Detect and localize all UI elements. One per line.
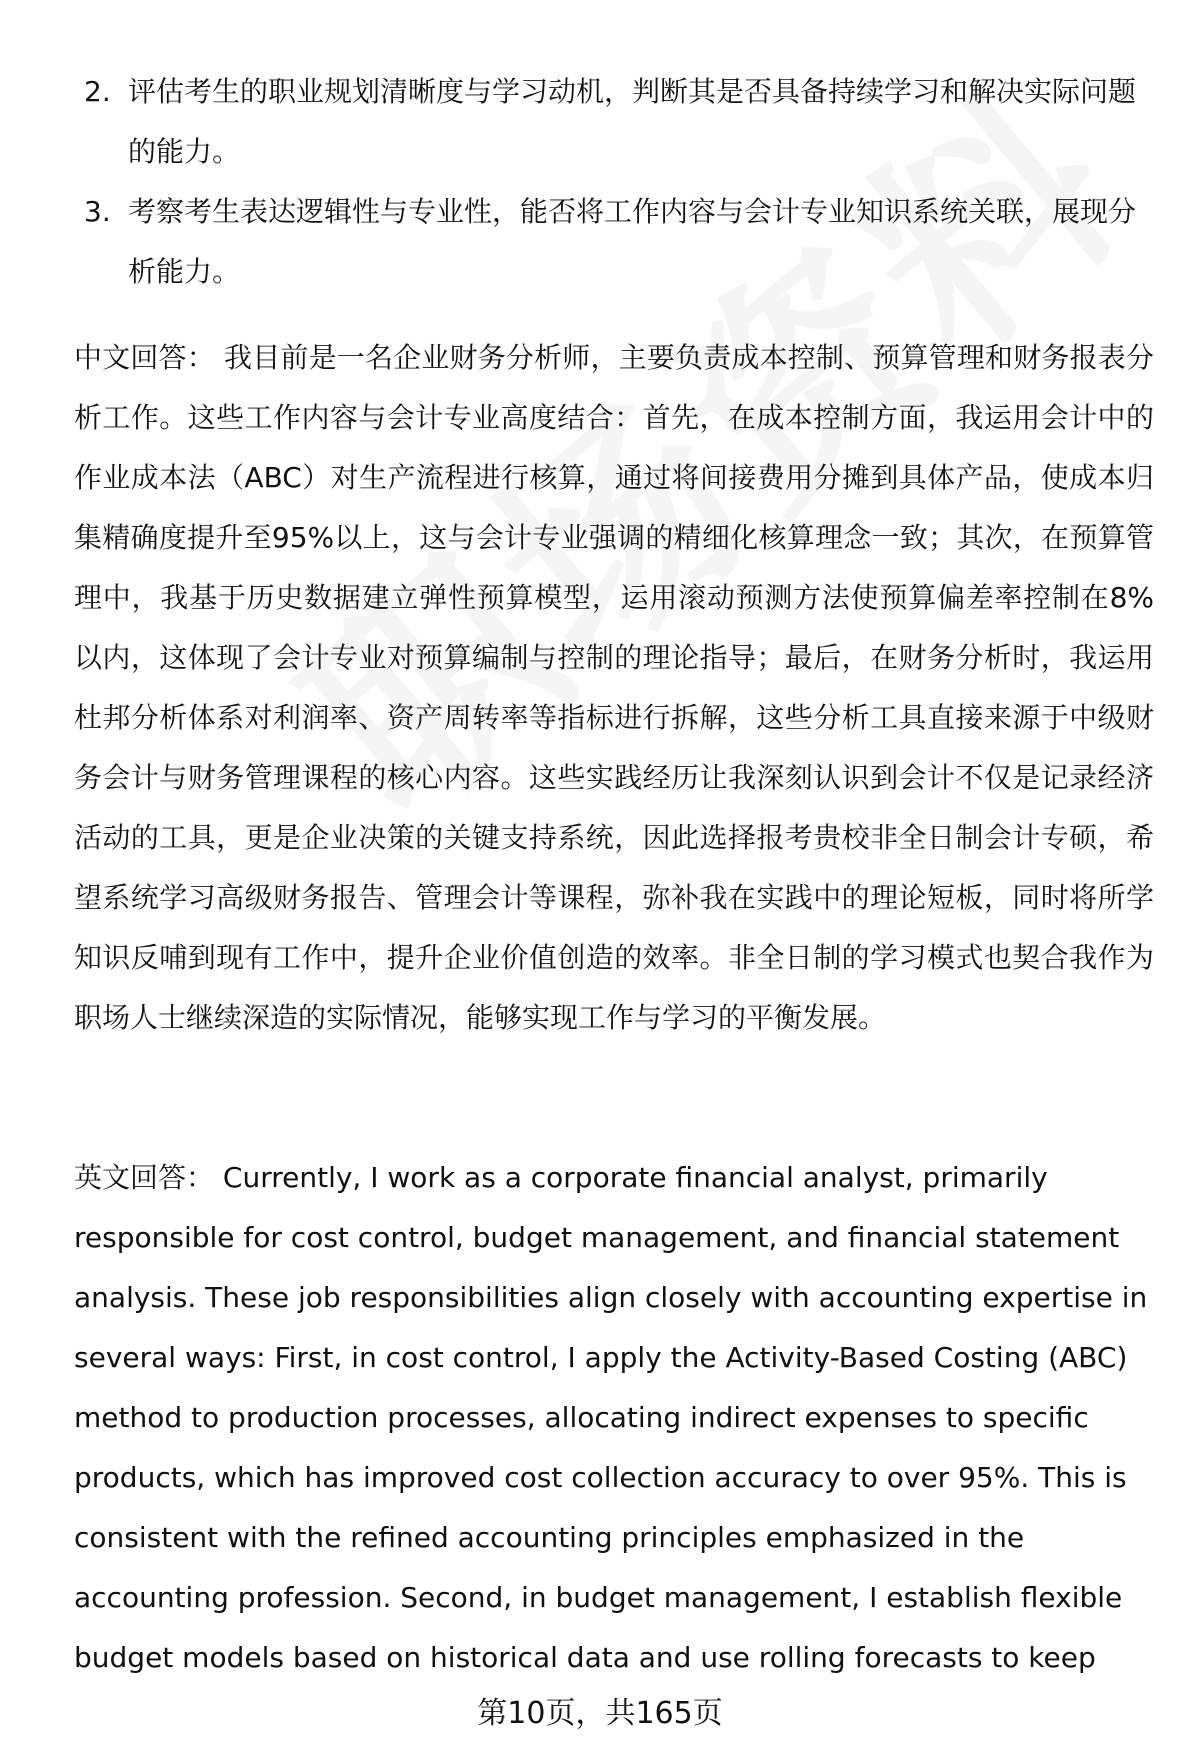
english-answer-text: Currently, I work as a corporate financial analyst, primarily responsible for cost control, budget management, and financial statement analysis. These job responsibilities align closely with accounting expertise in several ways: First, in cost control, I apply the Activity-Based Costing (ABC) method to production processes, allocating indirect expenses to specific products, which has improved cost collection accuracy to over 95%. This is consistent with the refined accounting principles emphasized in the accounting profession. Second, in budget management, I establish flexible budget models based on historical data and use rolling forecasts to keep [74,1161,1148,1674]
list-item-text: 考察考生表达逻辑性与专业性，能否将工作内容与会计专业知识系统关联，展现分析能力。 [128,195,1137,288]
list-item [0,62,1146,182]
page-number-footer: 第10页，共165页 [477,1696,723,1731]
list-item [0,182,1146,302]
english-answer-paragraph [74,1148,1154,1688]
chinese-answer-label: 中文回答： [74,341,215,374]
list-item-text: 评估考生的职业规划清晰度与学习动机，判断其是否具备持续学习和解决实际问题的能力。 [128,75,1137,168]
list-item-number: 2. [84,75,111,108]
chinese-answer-text: 我目前是一名企业财务分析师，主要负责成本控制、预算管理和财务报表分析工作。这些工作内容与会计专业高度结合：首先，在成本控制方面，我运用会计中的作业成本法（ABC）对生产流程进行核算，通过将间接费用分摊到具体产品，使成本归集精确度提升至95%以上，这与会计专业强调的精细化核算理念一致；其次，在预算管理中，我基于历史数据建立弹性预算模型，运用滚动预测方法使预算偏差率控制在8%以内，这体现了会计专业对预算编制与控制的理论指导；最后，在财务分析时，我运用杜邦分析体系对利润率、资产周转率等指标进行拆解，这些分析工具直接来源于中级财务会计与财务管理课程的核心内容。这些实践经历让我深刻认识到会计不仅是记录经济活动的工具，更是企业决策的关键支持系统，因此选择报考贵校非全日制会计专硕，希望系统学习高级财务报告、管理会计等课程，弥补我在实践中的理论短板，同时将所学知识反哺到现有工作中，提升企业价值创造的效率。非全日制的学习模式也契合我作为职场人士继续深造的实际情况，能够实现工作与学习的平衡发展。 [74,341,1154,1034]
chinese-answer-paragraph [74,328,1154,1048]
numbered-list [0,62,1200,302]
list-item-number: 3. [84,195,111,228]
english-answer-label: 英文回答： [74,1161,215,1194]
